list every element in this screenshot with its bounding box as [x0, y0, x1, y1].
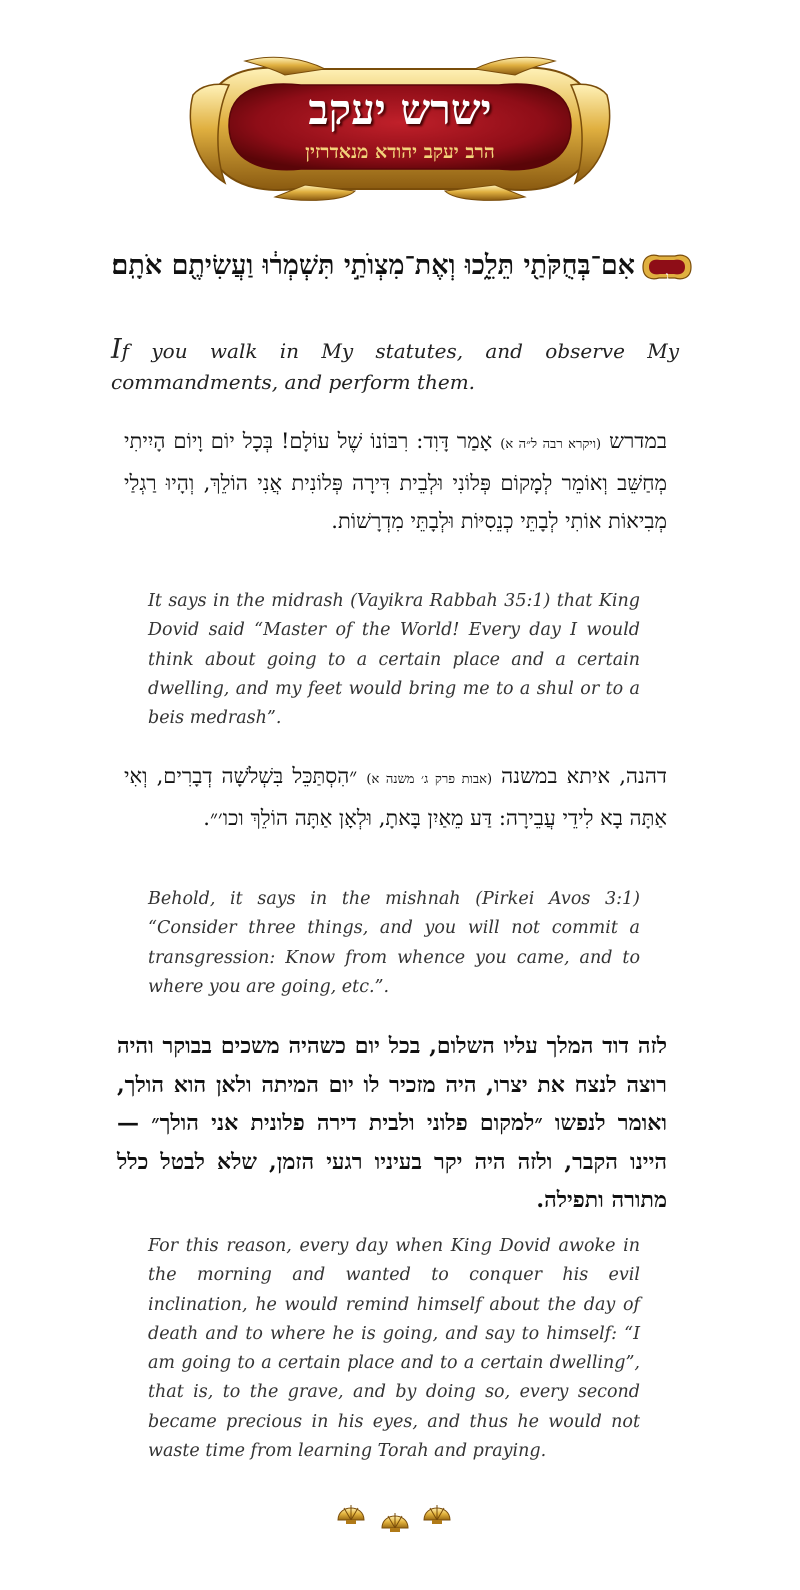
shell-icon — [338, 1505, 364, 1524]
banner-title: ישרש יעקב — [308, 85, 492, 134]
verse-text: אִם־בְּחֻקֹּתַ֖י תֵּלֵ֑כוּ וְאֶת־מִצְוֺתַ֣י תִּשְׁמְר֔וּ וַעֲשִׂיתֶ֖ם אֹתָֽם׃ — [111, 250, 635, 281]
title-banner — [185, 55, 615, 205]
section-2-lead: דהנה, איתא במשנה — [501, 764, 668, 788]
section-1-source: (ויקרא רבה ל״ה א) — [500, 437, 602, 452]
section-2-body: ״הִסְתַּכֵּל בִּשְׁלֹשָׁה דְבָרִים, וְאִי אַתָּה בָא לִידֵי עֲבֵירָה: דַּע מֵאַיִן בָּאתָ, וּלְאָן אַתָּה הוֹלֵךְ וכו׳״. — [124, 764, 667, 830]
verse-translation — [111, 334, 679, 398]
banner-subtitle: הרב יעקב יהודא מנאדרזין — [305, 141, 495, 163]
shell-ornament-icon — [336, 1494, 460, 1536]
section-2-english: Behold, it says in the mishnah (Pirkei Avos 3:1) “Consider three things, and you will not commit a transgression: Know from whence you came, and to where you are going, etc.”. — [148, 889, 640, 997]
section-1-body: אָמַר דָּוִד: רִבּוֹנוֹ שֶׁל עוֹלָם! בְּכָל יוֹם וָיוֹם הָיִיתִי מְחַשֵּׁב וְאוֹמֵר לְמָקוֹם פְּלוֹנִי וּלְבֵית דִּירָה פְּלוֹנִית אֲנִי הוֹלֵךְ, וְהָיוּ רַגְלַי מְבִיאוֹת אוֹתִי לְבָתֵּי כְנֵסִיּוֹת וּלְבָתֵּי מִדְרָשׁוֹת. — [124, 429, 667, 533]
shell-icon — [382, 1513, 408, 1532]
three-gold-shells-icon — [336, 1494, 460, 1536]
section-2-hebrew — [124, 757, 667, 837]
shell-icon — [424, 1505, 450, 1524]
section-3-english: For this reason, every day when King Dovid awoke in the morning and wanted to conquer his evil inclination, he would remind himself about the day of death and to where he is going, and say to himself: “I am going to a certain place and to a certain dwelling”, that is, to the grave, and by doing so, every second became precious in his eyes, and thus he would not waste time from learning Torah and praying. — [148, 1236, 640, 1462]
section-1-lead: במדרש — [609, 429, 667, 453]
section-3-hebrew: לזה דוד המלך עליו השלום, בכל יום כשהיה משכים בבוקר והיה רוצה לנצח את יצרו, היה מזכיר לו יום המיתה ולאן הוא הולך, ואומר לנפשו ״למקום פלוני ולבית דירה פלונית אני הולך״ — היינו הקבר, ולזה היה יקר בעיניו רגעי הזמן, שלא לבטל כלל מתורה ותפילה. — [117, 1033, 667, 1213]
verse-dropcap: I — [111, 334, 122, 365]
verse-number: ג — [665, 268, 669, 283]
section-2-source: (אבות פרק ג׳ משנה א) — [366, 772, 493, 787]
section-1-hebrew — [124, 422, 667, 540]
verse-hebrew — [100, 247, 695, 284]
verse-number-badge — [639, 251, 695, 283]
verse-translation-text: f you walk in My statutes, and observe My commandments, and perform them. — [111, 339, 679, 394]
section-1-english: It says in the midrash (Vayikra Rabbah 35:1) that King Dovid said “Master of the World! Every day I would think about going to a certain place and a certain dwelling, and my feet would bring me to a shul or to a beis medrash”. — [148, 591, 640, 729]
